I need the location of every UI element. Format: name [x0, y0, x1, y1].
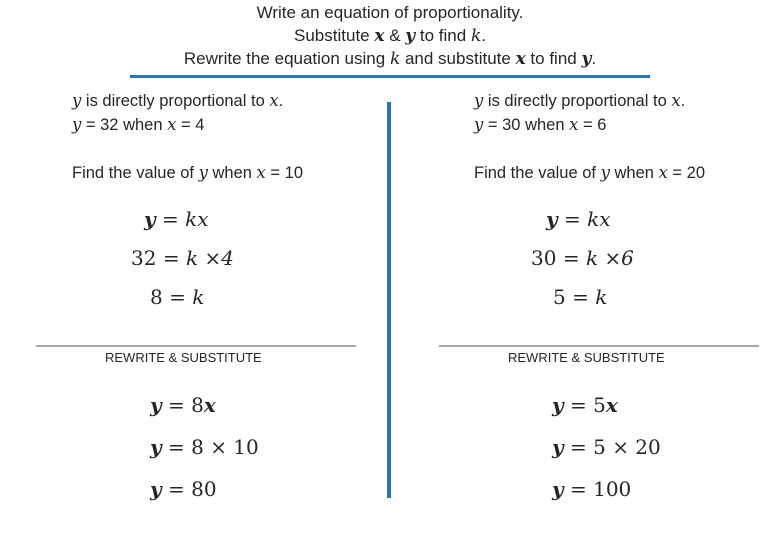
center-divider — [387, 102, 391, 498]
problem-2-equation-3: 5 = k — [553, 285, 608, 309]
header-divider — [130, 75, 650, 78]
problem-2-rewrite-label: REWRITE & SUBSTITUTE — [508, 350, 665, 365]
instruction-line-2: Substitute x & y to find k. — [294, 26, 486, 46]
instruction-line-3: Rewrite the equation using k and substitute x to find y. — [183, 49, 597, 69]
problem-1-rewrite-2: y = 8 × 10 — [150, 435, 259, 459]
problem-2-equation-2: 30 = k ×6 — [531, 246, 634, 270]
problem-1-equation-3: 8 = k — [150, 285, 205, 309]
problem-1-rewrite-label: REWRITE & SUBSTITUTE — [105, 350, 262, 365]
problem-2-statement: y is directly proportional to x. — [474, 91, 686, 110]
instruction-line-1: Write an equation of proportionality. — [256, 3, 524, 22]
problem-2-equation-1: y = kx — [546, 207, 611, 231]
problem-1-question: Find the value of y when x = 10 — [72, 163, 304, 182]
problem-1-equation-1: y = kx — [144, 207, 209, 231]
problem-1-rewrite-3: y = 80 — [150, 477, 217, 501]
problem-1-statement: y is directly proportional to x. — [72, 91, 284, 110]
problem-1-equation-2: 32 = k ×4 — [131, 246, 234, 270]
problem-1-given: y = 32 when x = 4 — [72, 115, 205, 134]
problem-1-rewrite-divider — [36, 345, 356, 347]
problem-2-question: Find the value of y when x = 20 — [474, 163, 706, 182]
problem-2-rewrite-2: y = 5 × 20 — [552, 435, 661, 459]
problem-2-rewrite-divider — [439, 345, 759, 347]
problem-1-rewrite-1: y = 8x — [150, 393, 216, 417]
problem-2-rewrite-3: y = 100 — [552, 477, 632, 501]
problem-2-rewrite-1: y = 5x — [552, 393, 618, 417]
problem-2-given: y = 30 when x = 6 — [474, 115, 607, 134]
